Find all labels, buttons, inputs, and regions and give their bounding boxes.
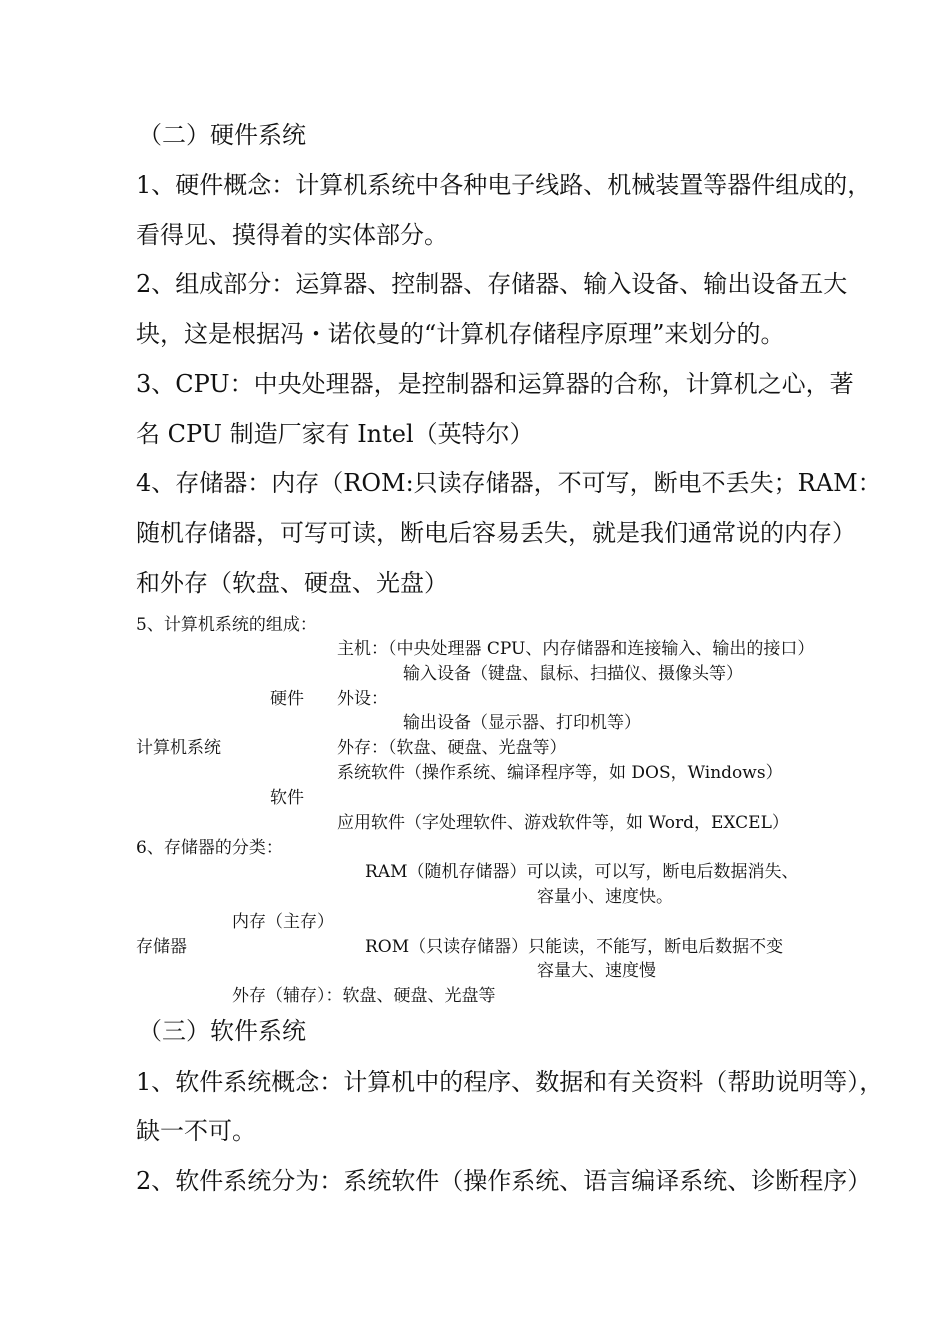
storage-title: 6、存储器的分类： — [136, 838, 283, 858]
para-memory-line2: 随机存储器，可写可读，断电后容易丢失，就是我们通常说的内存） — [136, 519, 856, 547]
outline-output-devices: 输出设备（显示器、打印机等） — [403, 713, 641, 733]
para-components-line2: 块，这是根据冯・诺依曼的“计算机存储程序原理”来划分的。 — [136, 320, 785, 348]
para-software-concept-line2: 缺一不可。 — [136, 1117, 256, 1145]
outline-peripheral: 外设： — [337, 689, 388, 709]
storage-ram-line1: RAM（随机存储器）可以读，可以写，断电后数据消失、 — [365, 862, 799, 882]
storage-rom-line1: ROM（只读存储器）只能读，不能写，断电后数据不变 — [365, 937, 784, 957]
para-cpu-line2: 名 CPU 制造厂家有 Intel（英特尔） — [136, 420, 534, 448]
storage-internal: 内存（主存） — [232, 912, 334, 932]
outline-host: 主机：（中央处理器 CPU、内存储器和连接输入、输出的接口） — [337, 639, 815, 659]
para-memory-line1: 4、存储器：内存（ROM:只读存储器，不可写，断电不丢失；RAM： — [136, 469, 882, 497]
outline-system-software: 系统软件（操作系统、编译程序等，如 DOS，Windows） — [337, 763, 783, 783]
para-components-line1: 2、组成部分：运算器、控制器、存储器、输入设备、输出设备五大 — [136, 270, 848, 298]
para-software-concept-line1: 1、软件系统概念：计算机中的程序、数据和有关资料（帮助说明等）， — [136, 1068, 884, 1096]
para-cpu-line1: 3、CPU：中央处理器，是控制器和运算器的合称，计算机之心，著 — [136, 370, 854, 398]
para-hardware-concept-line1: 1、硬件概念：计算机系统中各种电子线路、机械装置等器件组成的， — [136, 171, 872, 199]
storage-root: 存储器 — [136, 937, 187, 957]
composition-title: 5、计算机系统的组成： — [136, 615, 317, 635]
heading-hardware: （二）硬件系统 — [138, 121, 306, 149]
para-software-types-line1: 2、软件系统分为：系统软件（操作系统、语言编译系统、诊断程序） — [136, 1167, 872, 1195]
storage-rom-line2: 容量大、速度慢 — [537, 961, 656, 981]
para-hardware-concept-line2: 看得见、摸得着的实体部分。 — [136, 221, 448, 249]
storage-ram-line2: 容量小、速度快。 — [537, 887, 673, 907]
outline-external-storage: 外存：（软盘、硬盘、光盘等） — [337, 738, 567, 758]
para-memory-line3: 和外存（软盘、硬盘、光盘） — [136, 569, 448, 597]
outline-input-devices: 输入设备（键盘、鼠标、扫描仪、摄像头等） — [403, 664, 743, 684]
outline-application-software: 应用软件（字处理软件、游戏软件等，如 Word，EXCEL） — [337, 813, 789, 833]
outline-software: 软件 — [270, 788, 304, 808]
outline-hardware: 硬件 — [270, 689, 304, 709]
heading-software: （三）软件系统 — [138, 1017, 306, 1045]
storage-external: 外存（辅存）：软盘、硬盘、光盘等 — [232, 986, 496, 1006]
outline-root: 计算机系统 — [136, 738, 221, 758]
